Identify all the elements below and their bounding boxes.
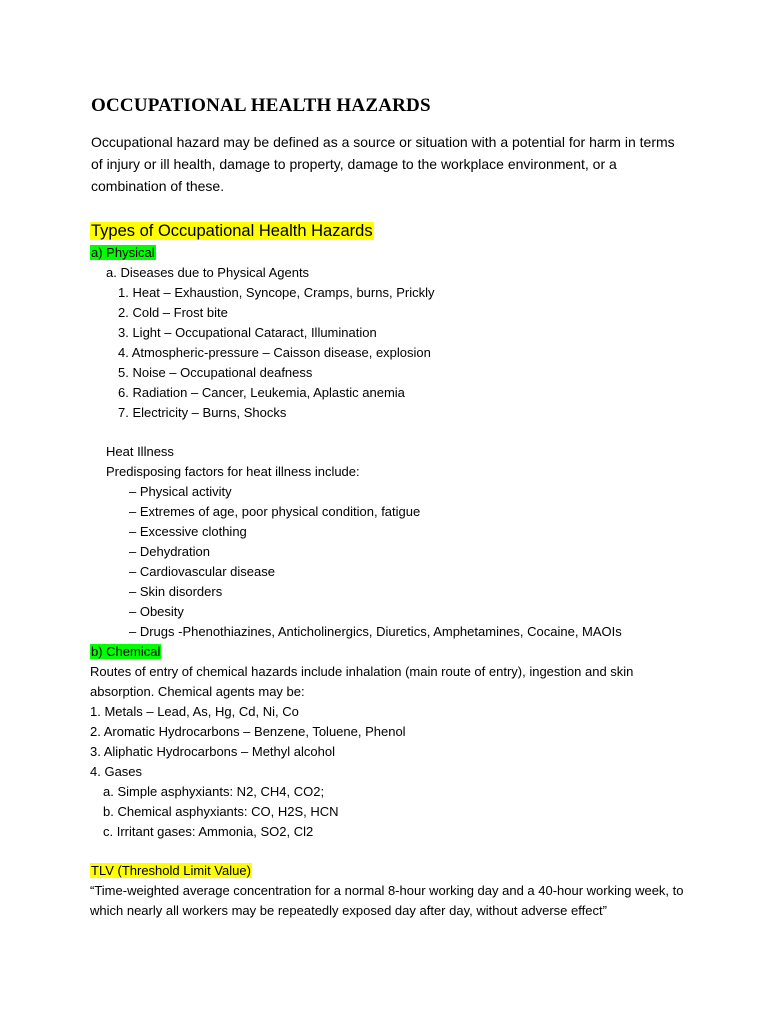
physical-item: 7. Electricity – Burns, Shocks — [118, 405, 287, 420]
predisposing-factor: – Skin disorders — [129, 584, 223, 599]
chemical-label: b) Chemical — [91, 644, 161, 659]
predisposing-factor: – Cardiovascular disease — [129, 564, 275, 579]
intro-line: of injury or ill health, damage to property, damage to the workplace environment, or a — [91, 156, 617, 172]
physical-item: 5. Noise – Occupational deafness — [118, 365, 313, 380]
document-title: OCCUPATIONAL HEALTH HAZARDS — [91, 95, 431, 116]
chemical-item: 3. Aliphatic Hydrocarbons – Methyl alcohol — [90, 744, 335, 759]
tlv-definition-line: “Time-weighted average concentration for a normal 8-hour working day and a 40-hour working week, to — [90, 883, 684, 898]
predisposing-factor: – Dehydration — [129, 544, 210, 559]
chemical-routes-line: absorption. Chemical agents may be: — [90, 684, 305, 699]
physical-label: a) Physical — [91, 245, 155, 260]
physical-item: 1. Heat – Exhaustion, Syncope, Cramps, burns, Prickly — [118, 285, 435, 300]
gas-item: a. Simple asphyxiants: N2, CH4, CO2; — [103, 784, 325, 799]
physical-item: 4. Atmospheric-pressure – Caisson disease, explosion — [118, 345, 431, 360]
physical-item: 6. Radiation – Cancer, Leukemia, Aplastic anemia — [118, 385, 405, 400]
predisposing-factor: – Drugs -Phenothiazines, Anticholinergics, Diuretics, Amphetamines, Cocaine, MAOIs — [129, 624, 622, 639]
predisposing-factor: – Excessive clothing — [129, 524, 247, 539]
intro-line: Occupational hazard may be defined as a source or situation with a potential for harm in terms — [91, 134, 675, 150]
physical-item: 2. Cold – Frost bite — [118, 305, 228, 320]
chemical-routes-line: Routes of entry of chemical hazards include inhalation (main route of entry), ingestion and skin — [90, 664, 634, 679]
gas-item: b. Chemical asphyxiants: CO, H2S, HCN — [103, 804, 339, 819]
tlv-label: TLV (Threshold Limit Value) — [91, 863, 251, 878]
predisposing-factor: – Physical activity — [129, 484, 232, 499]
predisposing-factor: – Obesity — [129, 604, 184, 619]
chemical-item: 1. Metals – Lead, As, Hg, Cd, Ni, Co — [90, 704, 299, 719]
heat-illness-heading: Heat Illness — [106, 444, 174, 459]
physical-subheading: a. Diseases due to Physical Agents — [106, 265, 310, 280]
predisposing-factor: – Extremes of age, poor physical condition, fatigue — [129, 504, 421, 519]
chemical-item: 2. Aromatic Hydrocarbons – Benzene, Toluene, Phenol — [90, 724, 406, 739]
intro-line: combination of these. — [91, 178, 225, 194]
gas-item: c. Irritant gases: Ammonia, SO2, Cl2 — [103, 824, 314, 839]
physical-item: 3. Light – Occupational Cataract, Illumination — [118, 325, 377, 340]
predisposing-intro: Predisposing factors for heat illness include: — [106, 464, 360, 479]
tlv-definition-line: which nearly all workers may be repeatedly exposed day after day, without adverse effect” — [90, 903, 607, 918]
types-heading: Types of Occupational Health Hazards — [91, 222, 373, 240]
chemical-item: 4. Gases — [90, 764, 143, 779]
